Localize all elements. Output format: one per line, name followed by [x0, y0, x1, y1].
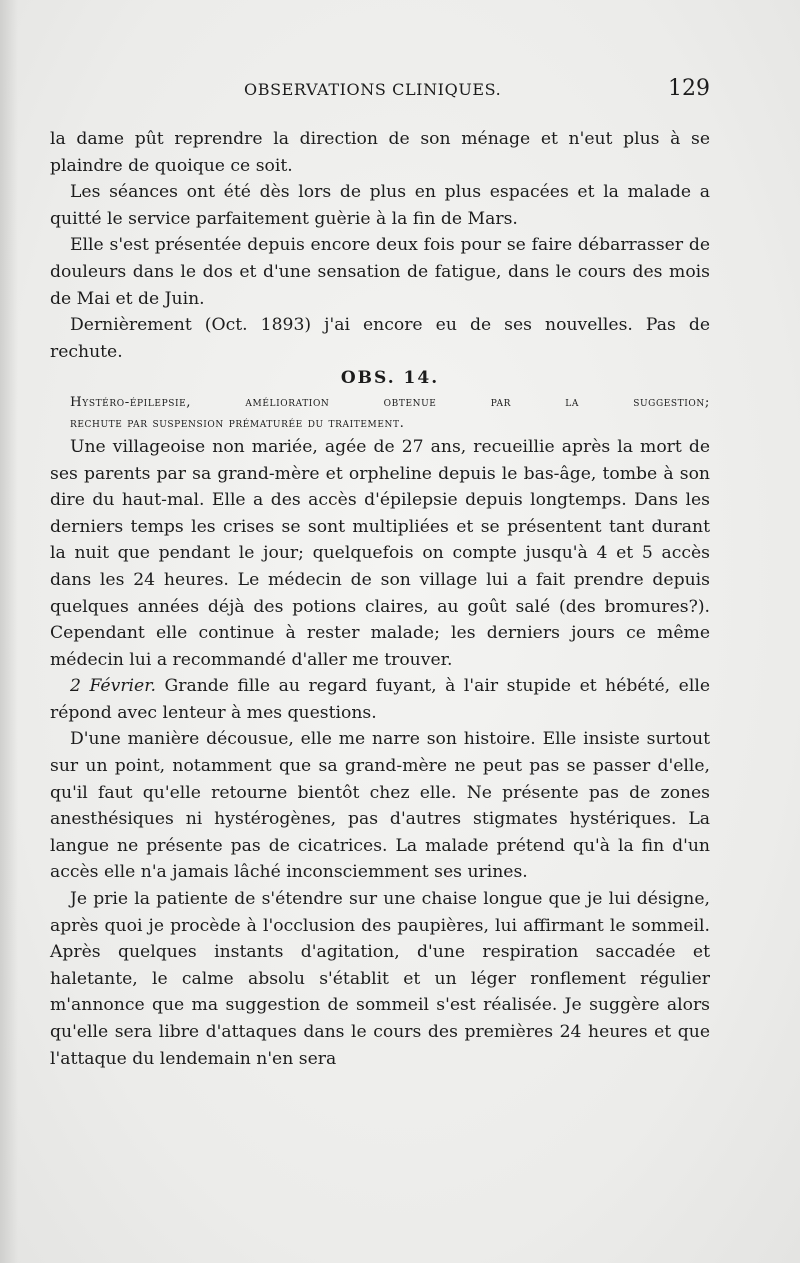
page-gutter-shadow — [0, 0, 18, 1263]
body-text — [50, 126, 710, 1072]
case-title — [50, 392, 710, 434]
paragraph-dated — [50, 673, 710, 726]
paragraph: Je prie la patiente de s'étendre sur une chaise longue que je lui désigne, après quoi je procède à l'occlusion des paupières, lui affirmant le sommeil. Après quelques instants d'agitation, d'une respiration saccadée et haletante, le calme absolu s'établit et un léger ronflement régulier m'annonce que ma suggestion de sommeil s'est réalisée. Je suggère alors qu'elle sera libre d'attaques dans le cours des premières 24 heures et que l'attaque du lendemain n'en sera — [50, 889, 710, 1069]
paragraph: Les séances ont été dès lors de plus en plus espacées et la malade a quitté le service parfaitement guèrie à la fin de Mars. — [50, 182, 710, 229]
paragraph: Dernièrement (Oct. 1893) j'ai encore eu de ses nouvelles. Pas de rechute. — [50, 315, 710, 362]
case-title-line-2: rechute par suspension prématurée du traitement. — [70, 415, 405, 431]
paragraph: Elle s'est présentée depuis encore deux fois pour se faire débarrasser de douleurs dans le dos et d'une sensation de fatigue, dans le cours des mois de Mai et de Juin. — [50, 235, 710, 309]
observation-heading: OBS. 14. — [340, 368, 440, 389]
entry-text: Grande fille au regard fuyant, à l'air stupide et hébété, elle répond avec lenteur à mes questions. — [50, 676, 710, 723]
paragraph: Une villageoise non mariée, agée de 27 ans, recueillie après la mort de ses parents par sa grand-mère et orpheline depuis le bas-âge, tombe à son dire du haut-mal. Elle a des accès d'épilepsie depuis longtemps. Dans les derniers temps les crises se sont multipliées et se présentent tant durant la nuit que pendant le jour; quelquefois on compte jusqu'à 4 et 5 accès dans les 24 heures. Le médecin de son village lui a fait prendre depuis quelques années déjà des potions claires, au goût salé (des bromures?). Cependant elle continue à rester malade; les derniers jours ce même médecin lui a recommandé d'aller me trouver. — [50, 436, 710, 670]
entry-date: 2 Février. — [70, 676, 156, 697]
paragraph: D'une manière décousue, elle me narre son histoire. Elle insiste surtout sur un point, notamment que sa grand-mère ne peut pas se passer d'elle, qu'il faut qu'elle retourne bientôt chez elle. Ne présente pas de zones anesthésiques ni hystérogènes, pas d'autres stigmates hystériques. La langue ne présente pas de cicatrices. La malade prétend qu'à la fin d'un accès elle n'a jamais lâché inconsciemment ses urines. — [50, 729, 710, 883]
page-number: 129 — [668, 76, 710, 101]
paragraph: la dame pût reprendre la direction de son ménage et n'eut plus à se plaindre de quoique ce soit. — [50, 129, 710, 176]
case-title-line-1: Hystéro-épilepsie, amélioration obtenue par la suggestion; — [70, 394, 710, 410]
running-head: OBSERVATIONS CLINIQUES. — [244, 80, 502, 99]
